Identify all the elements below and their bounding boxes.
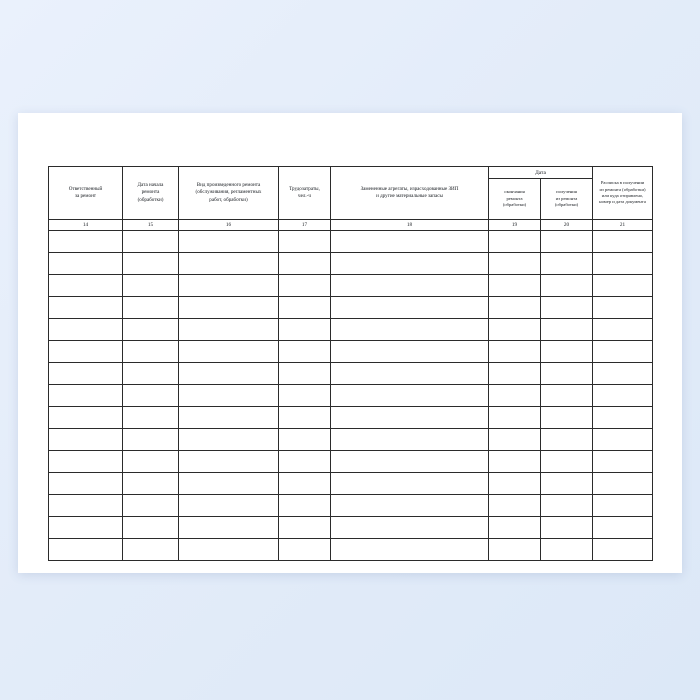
- table-cell[interactable]: [489, 495, 541, 517]
- table-body: [49, 231, 653, 561]
- table-cell[interactable]: [541, 275, 593, 297]
- table-cell[interactable]: [331, 473, 489, 495]
- table-cell[interactable]: [593, 231, 653, 253]
- table-cell[interactable]: [593, 385, 653, 407]
- table-cell[interactable]: [593, 253, 653, 275]
- table-cell[interactable]: [123, 319, 179, 341]
- column-number-16: 16: [179, 220, 279, 231]
- table-cell[interactable]: [279, 429, 331, 451]
- table-cell[interactable]: [541, 407, 593, 429]
- table-cell[interactable]: [123, 253, 179, 275]
- table-cell[interactable]: [49, 231, 123, 253]
- table-cell[interactable]: [179, 473, 279, 495]
- header-line: (обслуживания, регламентных: [195, 189, 262, 196]
- column-header-21: [593, 167, 653, 220]
- table-cell[interactable]: [279, 495, 331, 517]
- column-number-row: [49, 220, 653, 231]
- table-cell[interactable]: [541, 363, 593, 385]
- table-cell[interactable]: [593, 495, 653, 517]
- table-cell[interactable]: [179, 429, 279, 451]
- table-cell[interactable]: [49, 539, 123, 561]
- header-line: или куда отправлено,: [601, 193, 644, 198]
- column-number-14: 14: [49, 220, 123, 231]
- table-cell[interactable]: [279, 341, 331, 363]
- table-cell[interactable]: [279, 451, 331, 473]
- table-cell[interactable]: [541, 253, 593, 275]
- table-cell[interactable]: [593, 275, 653, 297]
- table-cell[interactable]: [331, 231, 489, 253]
- table-cell[interactable]: [593, 429, 653, 451]
- table-row[interactable]: [49, 363, 653, 385]
- table-cell[interactable]: [123, 297, 179, 319]
- header-line: (обработки): [502, 202, 527, 208]
- table-cell[interactable]: [593, 517, 653, 539]
- header-line: Замененные агрегаты, израсходованные ЗИП: [360, 185, 459, 192]
- table-cell[interactable]: [179, 363, 279, 385]
- table-cell[interactable]: [489, 231, 541, 253]
- table-cell[interactable]: [593, 473, 653, 495]
- table-cell[interactable]: [179, 451, 279, 473]
- table-cell[interactable]: [279, 319, 331, 341]
- table-cell[interactable]: [489, 473, 541, 495]
- table-cell[interactable]: [49, 297, 123, 319]
- table-cell[interactable]: [541, 385, 593, 407]
- table-cell[interactable]: [179, 253, 279, 275]
- table-cell[interactable]: [123, 495, 179, 517]
- column-header-15: [123, 167, 179, 220]
- table-cell[interactable]: [123, 473, 179, 495]
- header-line: чел.-ч: [298, 193, 311, 199]
- table-cell[interactable]: [179, 385, 279, 407]
- table-cell[interactable]: [489, 385, 541, 407]
- table-cell[interactable]: [123, 275, 179, 297]
- table-cell[interactable]: [49, 495, 123, 517]
- header-line: ремонта: [506, 195, 523, 201]
- table-row[interactable]: [49, 473, 653, 495]
- table-cell[interactable]: [49, 253, 123, 275]
- table-cell[interactable]: [279, 231, 331, 253]
- table-row[interactable]: [49, 297, 653, 319]
- column-header-19: [489, 179, 541, 220]
- table-cell[interactable]: [49, 429, 123, 451]
- header-line: за ремонт: [74, 193, 97, 199]
- header-line: работ, обработки): [209, 196, 248, 203]
- table-cell[interactable]: [541, 297, 593, 319]
- table-cell[interactable]: [489, 429, 541, 451]
- table-cell[interactable]: [541, 231, 593, 253]
- column-number-19: 19: [489, 220, 541, 231]
- header-line: Ответственный: [68, 185, 103, 192]
- table-cell[interactable]: [331, 407, 489, 429]
- table-cell[interactable]: [489, 253, 541, 275]
- table-cell[interactable]: [279, 253, 331, 275]
- document-page: [18, 113, 682, 573]
- table-cell[interactable]: [331, 297, 489, 319]
- table-cell[interactable]: [123, 451, 179, 473]
- table-cell[interactable]: [49, 517, 123, 539]
- table-row[interactable]: [49, 539, 653, 561]
- table-cell[interactable]: [279, 517, 331, 539]
- table-cell[interactable]: [593, 341, 653, 363]
- table-cell[interactable]: [123, 231, 179, 253]
- table-cell[interactable]: [123, 539, 179, 561]
- header-line: номер и дата документа: [599, 199, 646, 205]
- table-cell[interactable]: [123, 363, 179, 385]
- table-cell[interactable]: [489, 363, 541, 385]
- table-cell[interactable]: [593, 319, 653, 341]
- table-header: [49, 167, 653, 231]
- header-line: и другие материальные запасы: [376, 193, 443, 199]
- table-cell[interactable]: [593, 451, 653, 473]
- table-cell[interactable]: [489, 451, 541, 473]
- table-cell[interactable]: [593, 297, 653, 319]
- table-cell[interactable]: [179, 231, 279, 253]
- table-cell[interactable]: [541, 429, 593, 451]
- table-cell[interactable]: [179, 407, 279, 429]
- header-line: Расписка в получении: [600, 180, 645, 186]
- column-number-21: 21: [593, 220, 653, 231]
- header-row-top: [49, 167, 653, 179]
- header-line: из ремонта (обработки): [599, 186, 646, 192]
- table-row[interactable]: [49, 319, 653, 341]
- table-cell[interactable]: [489, 319, 541, 341]
- table-cell[interactable]: [179, 319, 279, 341]
- header-line: Трудозатраты,: [289, 185, 320, 192]
- table-cell[interactable]: [331, 253, 489, 275]
- table-cell[interactable]: [489, 517, 541, 539]
- table-row[interactable]: [49, 429, 653, 451]
- ledger-table-wrap: [48, 166, 652, 561]
- table-row[interactable]: [49, 253, 653, 275]
- table-row[interactable]: [49, 231, 653, 253]
- table-cell[interactable]: [123, 385, 179, 407]
- table-cell[interactable]: [179, 517, 279, 539]
- table-cell[interactable]: [489, 297, 541, 319]
- table-cell[interactable]: [49, 341, 123, 363]
- table-row[interactable]: [49, 385, 653, 407]
- table-cell[interactable]: [541, 451, 593, 473]
- table-cell[interactable]: [331, 385, 489, 407]
- table-cell[interactable]: [541, 473, 593, 495]
- table-cell[interactable]: [331, 275, 489, 297]
- table-row[interactable]: [49, 451, 653, 473]
- table-cell[interactable]: [331, 363, 489, 385]
- column-number-18: 18: [331, 220, 489, 231]
- table-cell[interactable]: [331, 517, 489, 539]
- table-cell[interactable]: [541, 319, 593, 341]
- table-cell[interactable]: [541, 517, 593, 539]
- header-line: из ремонта: [555, 195, 578, 201]
- table-cell[interactable]: [593, 363, 653, 385]
- table-cell[interactable]: [489, 341, 541, 363]
- table-cell[interactable]: [179, 297, 279, 319]
- table-cell[interactable]: [541, 539, 593, 561]
- table-cell[interactable]: [179, 341, 279, 363]
- table-cell[interactable]: [279, 275, 331, 297]
- table-row[interactable]: [49, 341, 653, 363]
- column-header-14: [49, 167, 123, 220]
- table-cell[interactable]: [49, 319, 123, 341]
- table-cell[interactable]: [279, 385, 331, 407]
- table-cell[interactable]: [279, 363, 331, 385]
- header-line: получения: [556, 189, 577, 195]
- table-cell[interactable]: [541, 495, 593, 517]
- table-cell[interactable]: [49, 407, 123, 429]
- table-cell[interactable]: [541, 341, 593, 363]
- ledger-table: [48, 166, 653, 561]
- header-line: (обработки): [554, 202, 579, 208]
- column-header-18: [331, 167, 489, 220]
- table-cell[interactable]: [331, 341, 489, 363]
- table-cell[interactable]: [49, 473, 123, 495]
- header-line: ремонта: [141, 189, 160, 196]
- table-row[interactable]: [49, 517, 653, 539]
- table-cell[interactable]: [593, 539, 653, 561]
- header-line: Вид произведенного ремонта: [196, 182, 261, 189]
- table-cell[interactable]: [49, 363, 123, 385]
- table-cell[interactable]: [279, 407, 331, 429]
- table-row[interactable]: [49, 495, 653, 517]
- table-cell[interactable]: [49, 385, 123, 407]
- table-cell[interactable]: [279, 297, 331, 319]
- table-cell[interactable]: [331, 539, 489, 561]
- column-number-15: 15: [123, 220, 179, 231]
- table-cell[interactable]: [593, 407, 653, 429]
- table-cell[interactable]: [179, 539, 279, 561]
- table-row[interactable]: [49, 407, 653, 429]
- table-cell[interactable]: [123, 429, 179, 451]
- table-cell[interactable]: [279, 473, 331, 495]
- column-header-17: [279, 167, 331, 220]
- table-cell[interactable]: [123, 407, 179, 429]
- table-cell[interactable]: [179, 275, 279, 297]
- header-line: (обработки): [137, 196, 164, 203]
- column-number-17: 17: [279, 220, 331, 231]
- table-cell[interactable]: [489, 407, 541, 429]
- table-cell[interactable]: [331, 451, 489, 473]
- table-cell[interactable]: [49, 451, 123, 473]
- table-cell[interactable]: [489, 275, 541, 297]
- table-cell[interactable]: [123, 341, 179, 363]
- table-cell[interactable]: [331, 319, 489, 341]
- table-cell[interactable]: [179, 495, 279, 517]
- column-header-date-group: Дата: [489, 167, 593, 179]
- table-cell[interactable]: [331, 429, 489, 451]
- table-cell[interactable]: [279, 539, 331, 561]
- column-header-16: [179, 167, 279, 220]
- table-row[interactable]: [49, 275, 653, 297]
- table-cell[interactable]: [49, 275, 123, 297]
- column-number-20: 20: [541, 220, 593, 231]
- table-cell[interactable]: [331, 495, 489, 517]
- header-line: Дата начала: [137, 182, 164, 189]
- column-header-20: [541, 179, 593, 220]
- table-cell[interactable]: [489, 539, 541, 561]
- header-line: окончания: [504, 189, 525, 195]
- table-cell[interactable]: [123, 517, 179, 539]
